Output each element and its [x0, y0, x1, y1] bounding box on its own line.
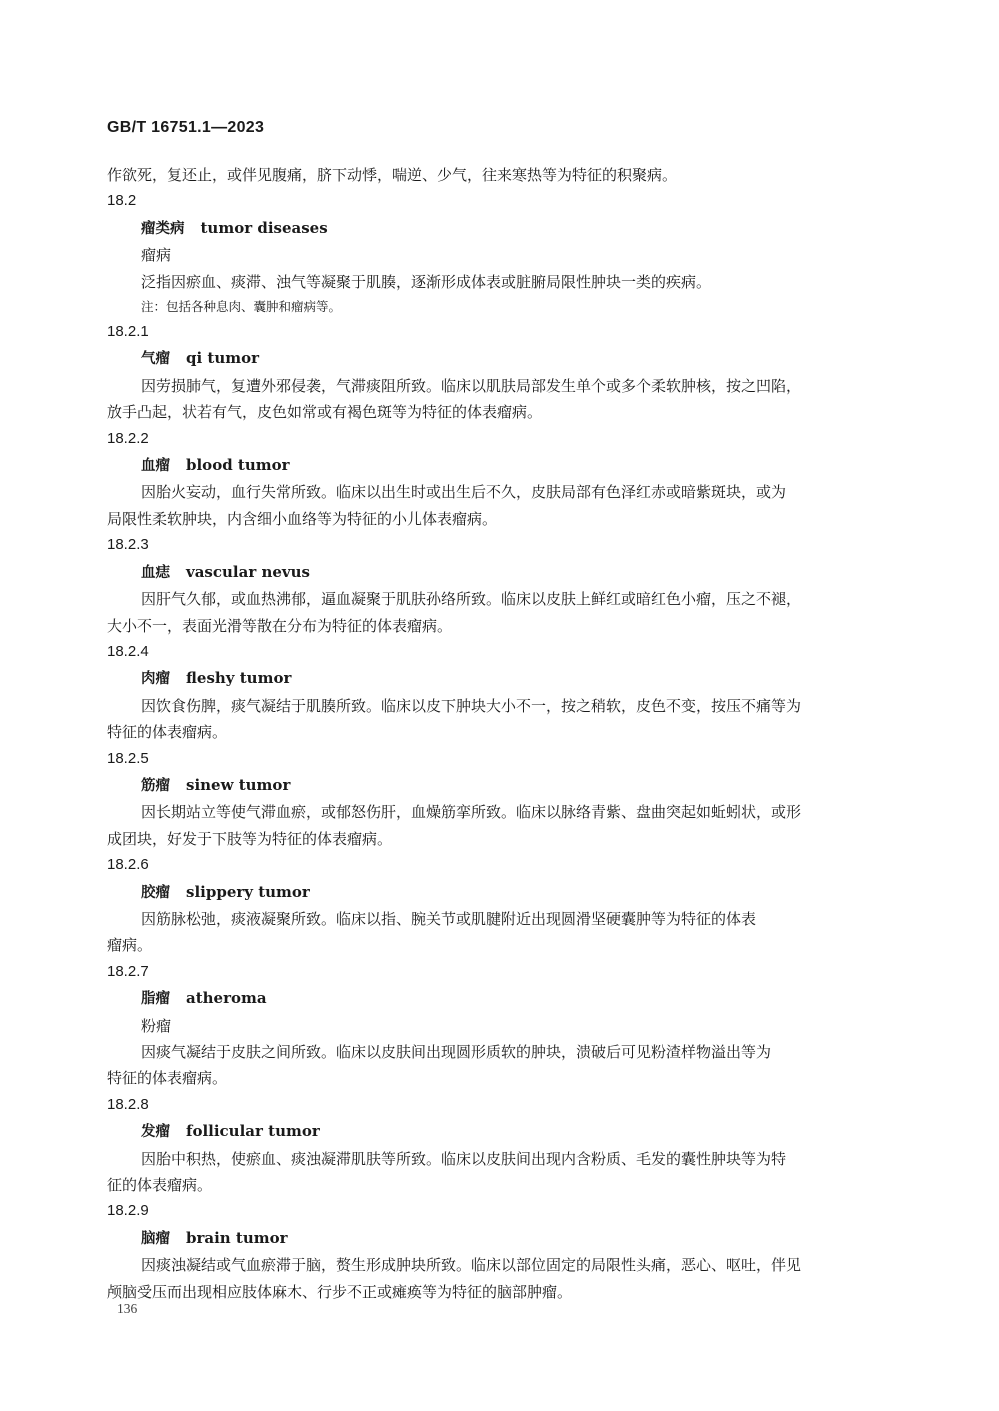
term-chinese: 脑瘤 [141, 1230, 170, 1247]
term-english: qi tumor [186, 349, 260, 368]
definition-line: 因痰浊凝结或气血瘀滞于脑，赘生形成肿块所致。临床以部位固定的局限性头痛，恶心、呕吐，伴见 [141, 1256, 802, 1275]
term-english: tumor diseases [200, 218, 328, 237]
section-number: 18.2 [107, 192, 137, 210]
term-english: slippery tumor [186, 882, 310, 901]
entry-term [107, 452, 882, 479]
definition-line: 局限性柔软肿块，内含细小血络等为特征的小儿体表瘤病。 [107, 509, 498, 528]
entry-number: 18.2.8 [107, 1095, 149, 1113]
term-chinese: 瘤类病 [141, 220, 185, 237]
term-entry [107, 639, 882, 746]
definition-line: 因痰气凝结于皮肤之间所致。临床以皮肤间出现圆形质软的肿块，溃破后可见粉渣样物溢出等为 [141, 1043, 772, 1061]
term-chinese: 筋瘤 [141, 777, 170, 794]
term-entry [107, 852, 882, 959]
definition-line: 颅脑受压而出现相应肢体麻木、行步不正或瘫痪等为特征的脑部肿瘤。 [107, 1282, 573, 1301]
entry-term [107, 772, 882, 799]
entry-term [107, 1118, 882, 1145]
term-english: fleshy tumor [186, 669, 292, 688]
term-chinese: 血瘤 [141, 458, 170, 475]
term-entry [107, 532, 882, 639]
term-chinese: 气瘤 [141, 351, 170, 368]
entry-number: 18.2.7 [107, 962, 149, 980]
definition-line: 因胎火妄动，血行失常所致。临床以出生时或出生后不久，皮肤局部有色泽红赤或暗紫斑块，或为 [141, 483, 787, 502]
entry-number: 18.2.2 [107, 429, 149, 447]
entry-term [107, 559, 882, 586]
term-synonym: 瘤病 [141, 246, 172, 265]
term-synonym: 粉瘤 [141, 1016, 172, 1035]
entry-term [107, 985, 882, 1012]
definition-line: 因筋脉松弛，痰液凝聚所致。临床以指、腕关节或肌腱附近出现圆滑坚硬囊肿等为特征的体表 [141, 909, 757, 928]
term-entry [107, 1092, 882, 1199]
page-content [107, 162, 882, 1305]
definition-line: 瘤病。 [107, 936, 153, 955]
definition-line: 因肝气久郁，或血热沸郁，逼血凝聚于肌肤孙络所致。临床以皮肤上鲜红或暗红色小瘤，压之不褪， [141, 590, 802, 609]
entry-number: 18.2.3 [107, 536, 149, 554]
term-entry [107, 959, 882, 1092]
term-english: follicular tumor [186, 1122, 320, 1141]
section-note: 注：包括各种息肉、囊肿和瘤病等。 [141, 299, 342, 315]
term-english: vascular nevus [186, 562, 310, 581]
definition-line: 因长期站立等使气滞血瘀，或郁怒伤肝，血燥筋挛所致。临床以脉络青紫、盘曲突起如蚯蚓状，或形 [141, 803, 802, 822]
entry-number: 18.2.4 [107, 642, 149, 660]
term-chinese: 发瘤 [141, 1124, 170, 1141]
definition-line: 特征的体表瘤病。 [107, 1069, 228, 1088]
term-english: sinew tumor [186, 775, 291, 794]
entry-term [107, 879, 882, 906]
entry-number: 18.2.1 [107, 323, 149, 341]
entry-term [107, 665, 882, 692]
definition-line: 因劳损肺气，复遭外邪侵袭，气滞痰阻所致。临床以肌肤局部发生单个或多个柔软肿核，按之凹陷， [141, 376, 802, 395]
entry-term [107, 1225, 882, 1252]
definition-line: 征的体表瘤病。 [107, 1176, 213, 1195]
entry-number: 18.2.6 [107, 856, 149, 874]
term-chinese: 血痣 [141, 564, 170, 581]
term-definition: 泛指因瘀血、痰滞、浊气等凝聚于肌腠，逐渐形成体表或脏腑局限性肿块一类的疾病。 [141, 272, 712, 291]
term-entry [107, 426, 882, 533]
entry-term [107, 345, 882, 372]
term-chinese: 脂瘤 [141, 991, 170, 1008]
term-chinese: 肉瘤 [141, 671, 170, 688]
definition-line: 大小不一，表面光滑等散在分布为特征的体表瘤病。 [107, 616, 453, 635]
entry-number: 18.2.5 [107, 749, 149, 767]
section-term [107, 215, 882, 242]
term-english: atheroma [186, 989, 267, 1008]
term-entry [107, 319, 882, 426]
definition-line: 放手凸起，状若有气，皮色如常或有褐色斑等为特征的体表瘤病。 [107, 403, 543, 422]
continued-paragraph: 作欲死，复还止，或伴见腹痛，脐下动悸，喘逆、少气，往来寒热等为特征的积聚病。 [107, 166, 678, 184]
term-entry [107, 1198, 882, 1305]
term-english: brain tumor [186, 1228, 288, 1247]
term-entry [107, 746, 882, 853]
page-number: 136 [117, 1301, 138, 1316]
definition-line: 因胎中积热，使瘀血、痰浊凝滞肌肤等所致。临床以皮肤间出现内含粉质、毛发的囊性肿块等为特 [141, 1149, 787, 1168]
definition-line: 因饮食伤脾，痰气凝结于肌腠所致。临床以皮下肿块大小不一，按之稍软，皮色不变，按压不痛等为 [141, 696, 802, 715]
term-chinese: 胶瘤 [141, 884, 170, 901]
entry-number: 18.2.9 [107, 1202, 149, 1220]
term-english: blood tumor [186, 456, 290, 475]
entry-list [107, 319, 882, 1305]
definition-line: 特征的体表瘤病。 [107, 723, 228, 742]
standard-code: GB/T 16751.1—2023 [107, 119, 265, 136]
definition-line: 成团块，好发于下肢等为特征的体表瘤病。 [107, 829, 393, 848]
